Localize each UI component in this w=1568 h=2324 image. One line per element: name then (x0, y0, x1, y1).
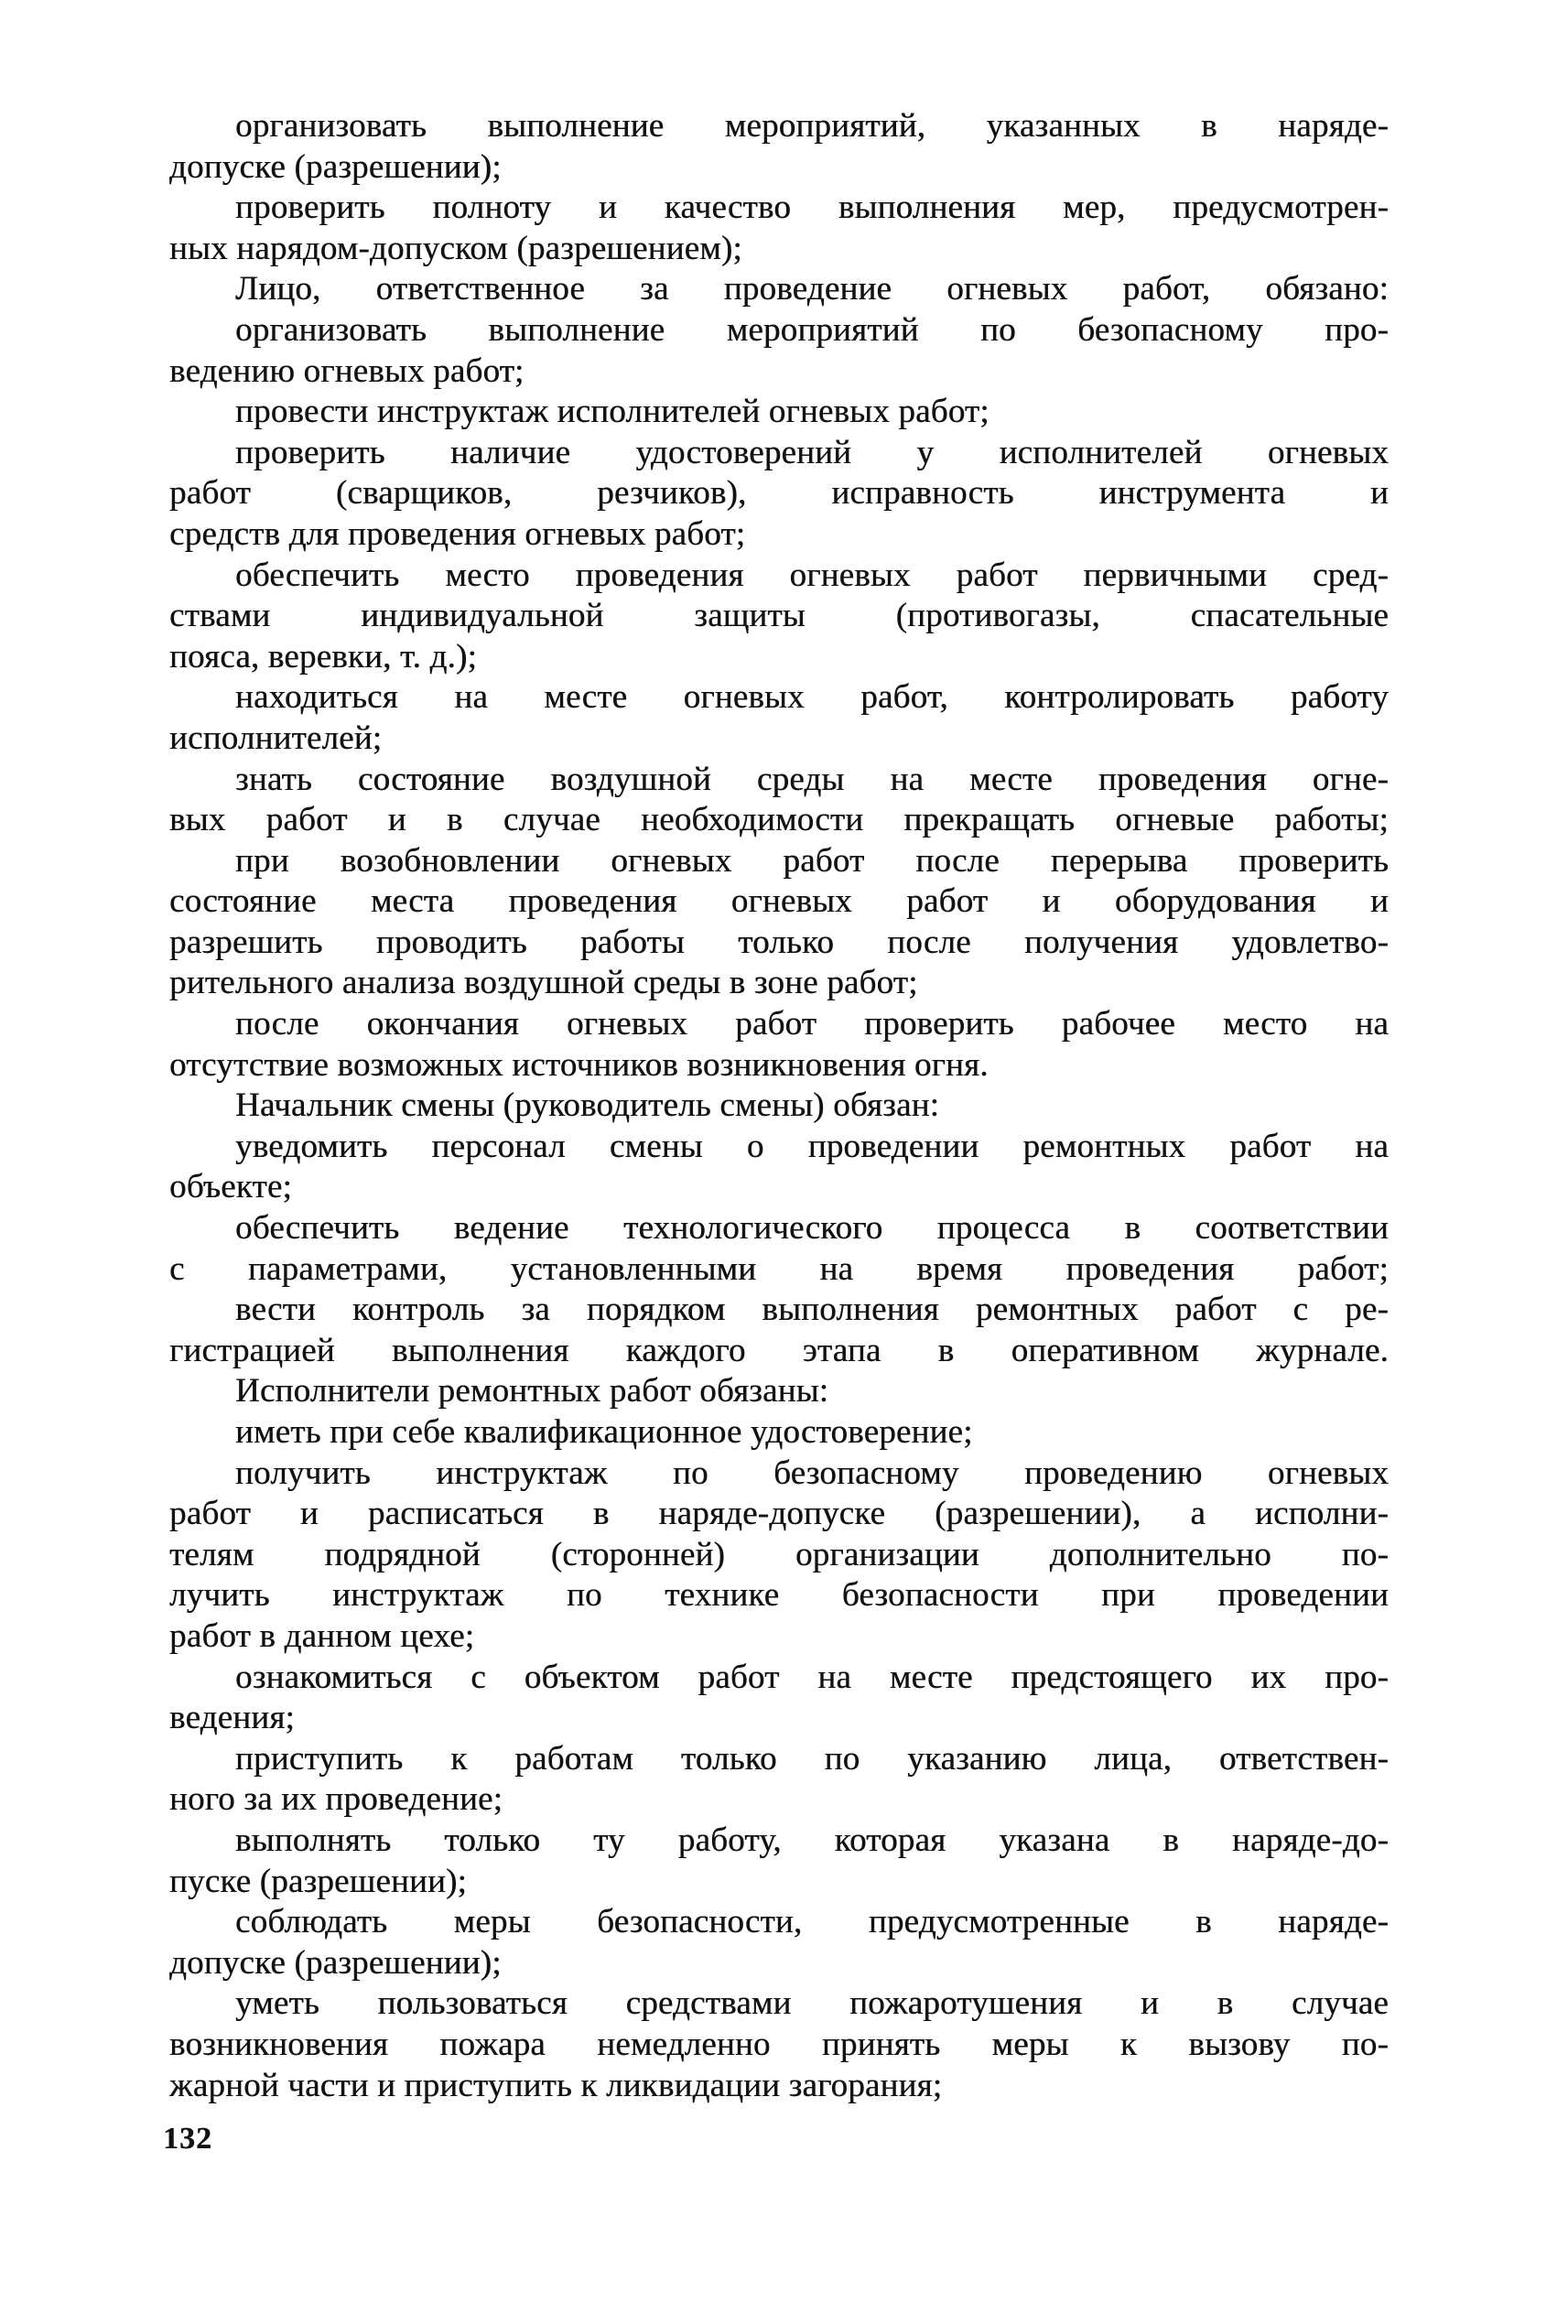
text-line: Лицо, ответственное за проведение огневых работ, обязано: (235, 270, 1389, 308)
text-line: проверить наличие удостоверений у исполнителей огневых (235, 433, 1389, 471)
text-line: исполнителей; (169, 719, 383, 757)
text-line: провести инструктаж исполнителей огневых работ; (235, 393, 989, 431)
text-line: отсутствие возможных источников возникновения огня. (169, 1045, 989, 1084)
text-line: работ в данном цехе; (169, 1616, 475, 1655)
text-line: получить инструктаж по безопасному проведению огневых (235, 1454, 1389, 1492)
text-line: Исполнители ремонтных работ обязаны: (235, 1372, 829, 1411)
text-line: жарной части и приступить к ликвидации загорания; (169, 2066, 943, 2104)
text-line: допуске (разрешении); (169, 147, 502, 186)
text-line: обеспечить ведение технологического процесса в соответствии (235, 1209, 1389, 1248)
text-line: обеспечить место проведения огневых работ первичными сред- (235, 556, 1389, 594)
text-line: средств для проведения огневых работ; (169, 514, 746, 553)
page-number: 132 (163, 2122, 212, 2156)
text-line: ного за их проведение; (169, 1780, 503, 1819)
text-line: Начальник смены (руководитель смены) обязан: (235, 1086, 940, 1125)
text-line: иметь при себе квалификационное удостоверение; (235, 1413, 973, 1451)
text-line: телям подрядной (сторонней) организации дополнительно по- (169, 1535, 1389, 1573)
text-line: знать состояние воздушной среды на месте проведения огне- (235, 760, 1389, 798)
text-line: разрешить проводить работы только после получения удовлетво- (169, 923, 1389, 961)
text-line: организовать выполнение мероприятий по безопасному про- (235, 310, 1389, 349)
text-line: вых работ и в случае необходимости прекращать огневые работы; (169, 801, 1389, 839)
text-line: выполнять только ту работу, которая указана в наряде-до- (235, 1821, 1389, 1859)
text-line: гистрацией выполнения каждого этапа в оперативном журнале. (169, 1331, 1389, 1369)
text-line: пояса, веревки, т. д.); (169, 637, 477, 676)
text-line: ведения; (169, 1699, 295, 1737)
document-text-block (169, 106, 1389, 2106)
text-line: ных нарядом-допуском (разрешением); (169, 229, 742, 267)
text-line: лучить инструктаж по технике безопасности при проведении (169, 1576, 1389, 1615)
text-line: уведомить персонал смены о проведении ремонтных работ на (235, 1127, 1389, 1165)
text-line: ведению огневых работ; (169, 351, 524, 390)
text-line: возникновения пожара немедленно принять меры к вызову по- (169, 2025, 1389, 2063)
text-line: с параметрами, установленными на время проведения работ; (169, 1249, 1389, 1288)
text-line: уметь пользоваться средствами пожаротушения и в случае (235, 1984, 1389, 2023)
text-line: после окончания огневых работ проверить рабочее место на (235, 1005, 1389, 1043)
text-line: допуске (разрешении); (169, 1943, 502, 1982)
text-line: ствами индивидуальной защиты (противогазы, спасательные (169, 597, 1389, 635)
text-line: пуске (разрешении); (169, 1862, 467, 1900)
text-line: работ (сварщиков, резчиков), исправность инструмента и (169, 474, 1389, 513)
text-line: находиться на месте огневых работ, контролировать работу (235, 678, 1389, 717)
text-line: соблюдать меры безопасности, предусмотренные в наряде- (235, 1903, 1389, 1941)
text-line: ознакомиться с объектом работ на месте предстоящего их про- (235, 1658, 1389, 1696)
text-line: организовать выполнение мероприятий, указанных в наряде- (235, 107, 1389, 145)
text-line: при возобновлении огневых работ после перерыва проверить (235, 841, 1389, 880)
text-line: проверить полноту и качество выполнения мер, предусмотрен- (235, 189, 1389, 227)
text-line: состояние места проведения огневых работ и оборудования и (169, 882, 1389, 921)
text-line: рительного анализа воздушной среды в зоне работ; (169, 964, 918, 1002)
text-line: приступить к работам только по указанию лица, ответствен- (235, 1739, 1389, 1778)
text-line: вести контроль за порядком выполнения ремонтных работ с ре- (235, 1291, 1389, 1329)
text-line: работ и расписаться в наряде-допуске (разрешении), а исполни- (169, 1495, 1389, 1533)
text-line: объекте; (169, 1168, 292, 1206)
